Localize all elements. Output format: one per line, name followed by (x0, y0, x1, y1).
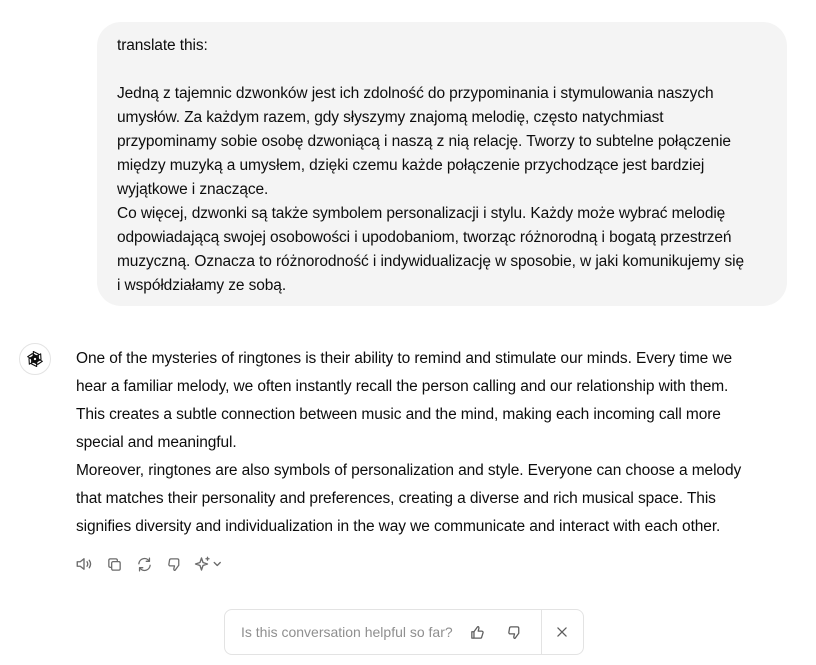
user-message-bubble (97, 22, 787, 306)
thumbs-up-icon (469, 624, 486, 641)
feedback-close-button[interactable] (542, 609, 583, 655)
assistant-message-line: special and meaningful. (76, 434, 237, 451)
copy-button[interactable] (103, 553, 125, 575)
feedback-thumbs-up-button[interactable] (464, 618, 492, 646)
user-message-line: wyjątkowe i znaczące. (117, 181, 269, 198)
assistant-message-line: signifies diversity and individualization in the way we communicate and interact with each other. (76, 518, 721, 535)
user-message-line: translate this: (117, 37, 208, 54)
assistant-message (76, 345, 776, 541)
assistant-message-line: This creates a subtle connection between music and the mind, making each incoming call more (76, 406, 721, 423)
user-message-spacer (117, 58, 767, 82)
model-switch-icon (194, 555, 224, 573)
user-message-line: muzyczną. Oznacza to różnorodność i indywidualizację w sposobie, w jaki komunikujemy się (117, 253, 744, 270)
user-message-line: Jedną z tajemnic dzwonków jest ich zdolność do przypominania i stymulowania naszych (117, 85, 714, 102)
regenerate-button[interactable] (133, 553, 155, 575)
assistant-message-line: One of the mysteries of ringtones is their ability to remind and stimulate our minds. Every time we (76, 350, 733, 367)
feedback-thumbs-down-button[interactable] (501, 618, 529, 646)
user-message-line: umysłów. Za każdym razem, gdy słyszymy znajomą melodię, często natychmiast (117, 109, 664, 126)
message-actions-bar (73, 553, 225, 575)
thumbs-down-icon (506, 624, 523, 641)
read-aloud-button[interactable] (73, 553, 95, 575)
thumbs-down-icon (166, 556, 183, 573)
feedback-prompt-text: Is this conversation helpful so far? (241, 624, 453, 640)
feedback-prompt (224, 609, 584, 655)
user-message-line: między muzyką a umysłem, dzięki czemu każde połączenie przychodzące jest bardziej (117, 157, 705, 174)
regenerate-icon (136, 556, 153, 573)
user-message-line: przypominamy sobie osobę dzwoniącą i naszą z nią relację. Tworzy to subtelne połączenie (117, 133, 731, 150)
copy-icon (106, 556, 123, 573)
user-message-line: Co więcej, dzwonki są także symbolem personalizacji i stylu. Każdy może wybrać melodię (117, 205, 726, 222)
close-icon (555, 625, 569, 639)
user-message-line: i współdziałamy ze sobą. (117, 277, 287, 294)
assistant-message-line: hear a familiar melody, we often instantly recall the person calling and our relationship with them. (76, 378, 729, 395)
assistant-message-line: that matches their personality and preferences, creating a diverse and rich musical space. This (76, 490, 716, 507)
read-aloud-icon (75, 555, 93, 573)
assistant-message-line: Moreover, ringtones are also symbols of personalization and style. Everyone can choose a melody (76, 462, 742, 479)
assistant-avatar (19, 343, 51, 375)
model-switch-button[interactable] (193, 553, 225, 575)
user-message-line: odpowiadającą swojej osobowości i upodobaniom, tworząc różnorodną i bogatą przestrzeń (117, 229, 732, 246)
bad-response-button[interactable] (163, 553, 185, 575)
openai-logo-icon (25, 349, 45, 369)
